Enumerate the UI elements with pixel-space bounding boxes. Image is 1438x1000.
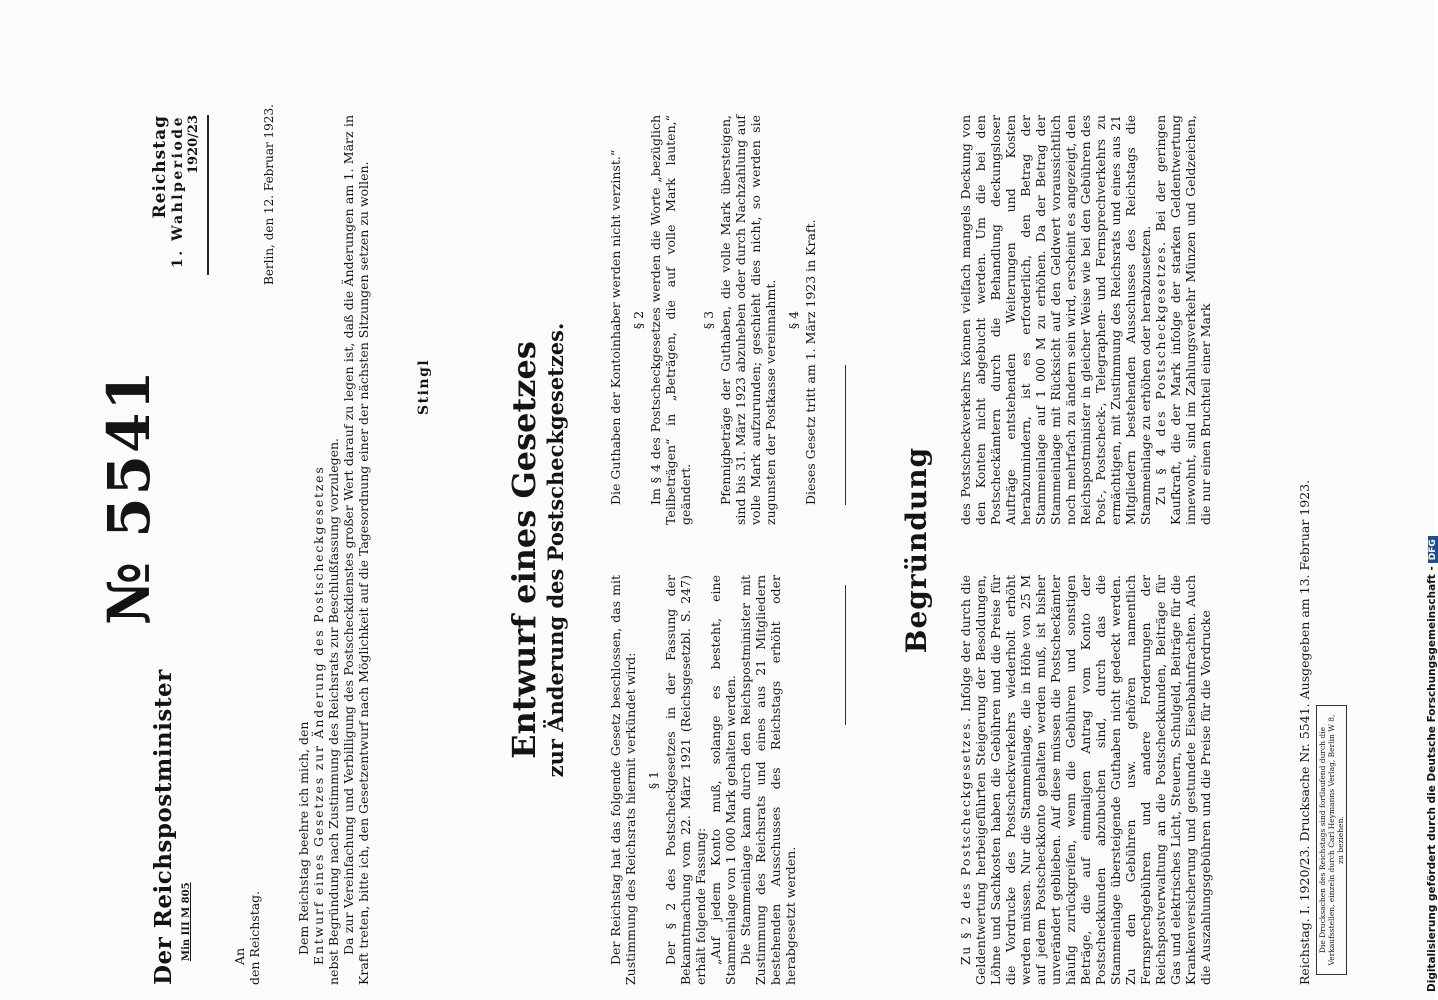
- reasoning-text: Bei der geringen Kaufkraft, die der Mark infolge der starken Geldentwertung innewohnt, sind im Zahlungsverkehr Münzen und Geldzeichen, die nur einen Bruchteil einer Mark: [1153, 114, 1213, 525]
- distribution-footnote: Die Drucksachen des Reichstags sind fortlaufend durch die Verkaufsstellen, einzeln durch Carl Heymanns Verlag, Berlin W 8, zu beziehen.: [1316, 705, 1347, 975]
- letter-intro: Dem Reichstag beehre ich mich, den: [296, 721, 311, 955]
- reichstag-title: Reichstag: [150, 115, 170, 219]
- signature: Stingl: [416, 358, 432, 415]
- electoral-period: 1. Wahlperiode: [170, 115, 186, 268]
- separator-rule: [845, 585, 846, 725]
- funding-text: Digitalisierung gefördert durch die Deutsche Forschungsgemeinschaft -: [1426, 566, 1438, 992]
- letter-body-1: nebst Begründung nach Zustimmung des Reichsrats zur Beschlußfassung vorzulegen.: [326, 437, 341, 985]
- reasoning-column-right: [958, 115, 1213, 525]
- section-text: Dieses Gesetz tritt am 1. März 1923 in Kraft.: [803, 219, 818, 505]
- reasoning-lead: Zu § 4 des Postscheckgesetzes.: [1153, 240, 1168, 505]
- issue-date: am 13. Februar 1923.: [1297, 479, 1312, 618]
- imprint-text: Reichstag. I. 1920/23. Drucksache Nr. 5541. Ausgegeben: [1297, 621, 1312, 985]
- imprint-line: [1297, 480, 1312, 985]
- dfg-logo-badge: DFG: [1428, 536, 1438, 563]
- section-text: Der § 2 des Postscheckgesetzes in der Fassung der Bekanntmachung vom 22. März 1921 (Reichsgesetzbl. S. 247) erhält folgende Fassung:: [663, 575, 708, 985]
- addressee-line: den Reichstag.: [247, 890, 262, 985]
- reasoning-column-left: [958, 575, 1213, 985]
- sender-title: Der Reichspostminister: [150, 669, 177, 985]
- section-heading: § 2: [631, 310, 646, 330]
- section-text: Pfennigbeträge der Guthaben, die volle Mark übersteigen, sind bis 31. März 1923 abzuheben oder durch Nachzahlung auf volle Mark aufzurunden; geschieht dies nicht, so werden sie zugunsten der Postkasse vereinnahmt.: [718, 115, 778, 525]
- draft-title: Entwurf eines Gesetzes: [505, 341, 543, 759]
- funding-note: [1426, 536, 1438, 992]
- section-quote: Die Guthaben der Kontoinhaber werden nicht verzinst.“: [608, 149, 623, 505]
- law-preamble: Der Reichstag hat das folgende Gesetz beschlossen, das mit Zustimmung des Reichsrats hiermit verkündet wird:: [608, 575, 638, 985]
- letter-draft-name: Entwurf eines Gesetzes zur Änderung des Postscheckgesetzes: [311, 465, 326, 965]
- addressee: [232, 891, 262, 985]
- reasoning-text: Infolge der durch die Geldentwertung herbeigeführten Steigerung der Besoldungen, Löhne und Sachkosten haben die Gebühren und die Preise für die Vordrucke des Postscheckverkehrs wiederholt erhöht werden müssen. Nur die Stammeinlage, die in Höhe von 25 M auf jedem Postscheckkonto gehalten werden muß, ist bisher unverändert geblieben. Auf diese müssen die Postscheckämter häufig zurückgreifen, wenn die Gebühren und sonstigen Beträge, die auf einmaligen Antrag vom Konto der Postscheckkunden abzubuchen sind, durch das die Stammeinlage übersteigende Guthaben nicht gedeckt werden. Zu den Gebühren usw. gehören namentlich Fernsprechgebühren und andere Forderungen der Reichspostverwaltung an die Postscheckkunden, Beiträge für Gas und elektrisches Licht, Steuern, Schulgeld, Beiträge für die Krankenversicherung und gestundete Eisenbahnfrachten. Auch die Auszahlungsgebühren und die Preise für die Vordrucke: [958, 574, 1213, 985]
- reasoning-paragraph: [958, 575, 1213, 985]
- document-number: № 5541: [95, 368, 163, 625]
- reichstag-block: [150, 115, 209, 275]
- cover-letter: [296, 115, 371, 985]
- section-text: Im § 4 des Postscheckgesetzes werden die Worte „bezüglich Teilbeträgen“ in „Beträgen, die auf volle Mark lauten,“ geändert.: [648, 115, 693, 525]
- reasoning-paragraph: [1153, 115, 1213, 525]
- place-date: Berlin, den 12. Februar 1923.: [262, 104, 276, 285]
- rotated-document-page: [95, 104, 1350, 985]
- letter-body-2: Da zur Vereinfachung und Verbilligung des Postscheckdienstes großer Wert darauf zu legen ist, daß die Änderungen am 1. März in Kraft treten, bitte ich, den Gesetzentwurf nach Möglichkeit auf die Tagesordnung einer der nächsten Sitzungen setzen zu wollen.: [341, 115, 371, 985]
- addressee-line: An: [232, 947, 247, 965]
- section-heading: § 4: [786, 310, 801, 330]
- section-heading: § 3: [701, 310, 716, 330]
- section-quote: „Auf jedem Konto muß, solange es besteht, eine Stammeinlage von 1 000 Mark gehalten werden.: [708, 575, 738, 985]
- sender-reference: Min III M 805: [181, 882, 192, 961]
- header-rule: [207, 115, 209, 275]
- section-heading: § 1: [646, 770, 661, 790]
- period-years: 1920/23: [186, 115, 201, 175]
- draft-subtitle: zur Änderung des Postscheckgesetzes.: [543, 322, 568, 778]
- separator-rule: [845, 365, 846, 505]
- sender-block: [150, 669, 192, 985]
- reasoning-lead: Zu § 2 des Postscheckgesetzes.: [958, 716, 973, 965]
- reasoning-text: des Postscheckverkehrs können vielfach mangels Deckung von den Konten nicht abgebucht werden. Um die bei den Postscheckämtern durch die Behandlung deckungsloser Aufträge entstehenden Weiterungen und Kosten herabzumindern, ist es erforderlich, den Betrag der Stammeinlage auf 1 000 M zu erhöhen. Da der Betrag der Stammeinlage mit Rücksicht auf den Geldwert voraussichtlich noch mehrfach zu ändern sein wird, erscheint es angezeigt, den Reichspostminister in gleicher Weise wie bei den Gebühren des Post-, Postscheck-, Telegraphen- und Fernsprechverkehrs zu ermächtigen, mit Zustimmung des Reichsrats und eines aus 21 Mitgliedern bestehenden Ausschusses des Reichstags die Stammeinlage zu erhöhen oder herabzusetzen.: [958, 115, 1153, 525]
- law-column-left: [608, 575, 798, 985]
- law-column-right: [608, 115, 818, 525]
- section-quote: Die Stammeinlage kann durch den Reichspostminister mit Zustimmung des Reichsrats und eines aus 21 Mitgliedern bestehenden Ausschusses des Reichstags erhöht oder herabgesetzt werden.: [738, 575, 798, 985]
- reasoning-title: Begründung: [900, 446, 933, 654]
